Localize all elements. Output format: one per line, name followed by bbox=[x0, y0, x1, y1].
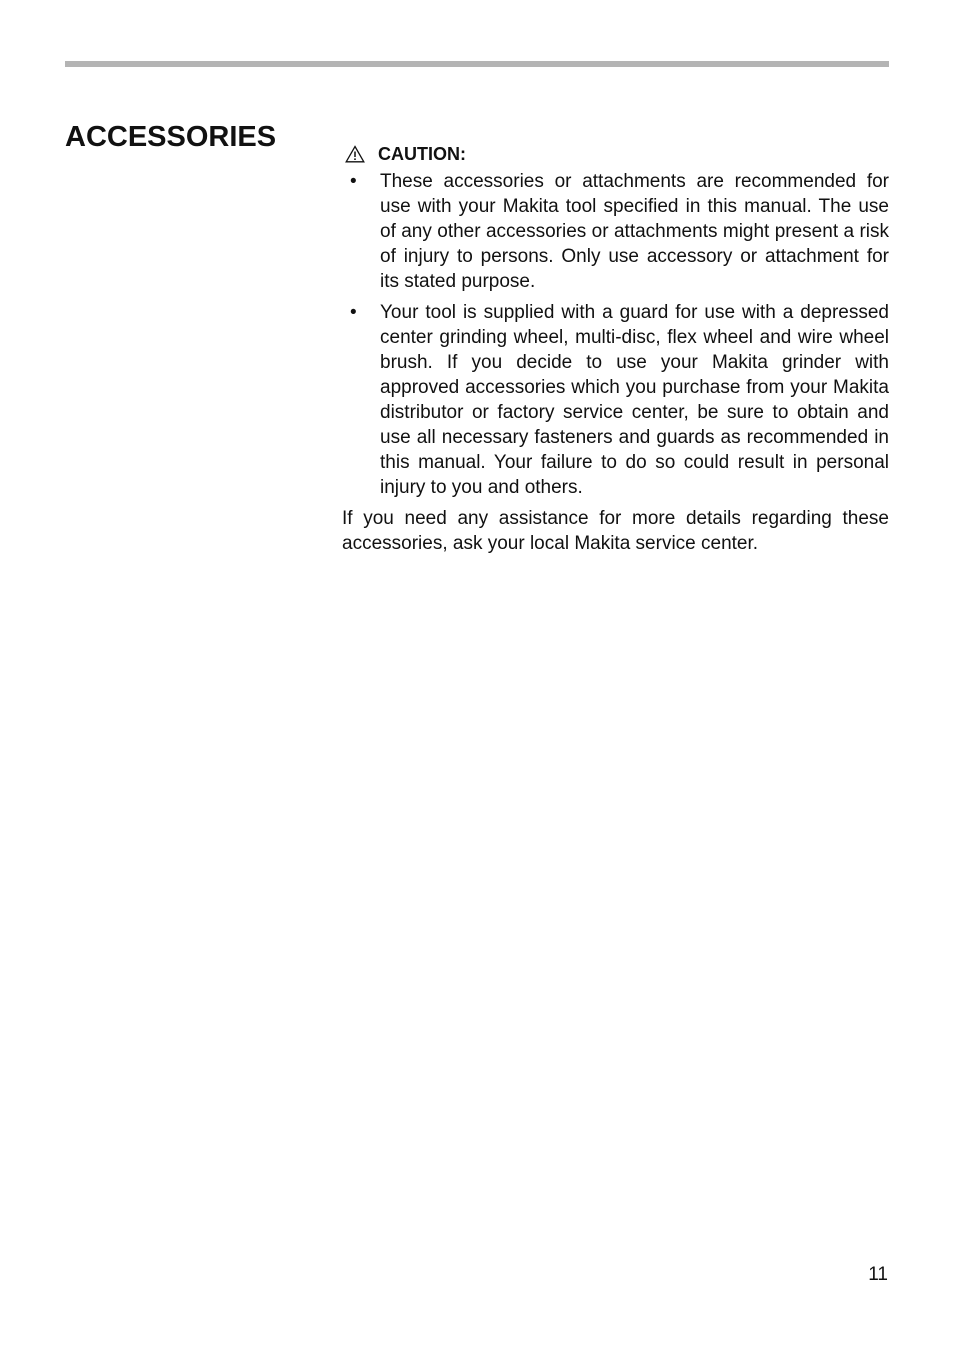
caution-label: CAUTION: bbox=[378, 143, 466, 164]
warning-triangle-icon bbox=[345, 145, 365, 163]
list-item-text: Your tool is supplied with a guard for use with a depressed center grinding wheel, multi-disc, flex wheel and wire wheel brush. If you decide to use your Makita grinder with approved accessories which you purchase from your Makita distributor or factory service center, be sure to obtain and use all necessary fasteners and guards as recommended in this manual. Your failure to do so could result in personal injury to you and others. bbox=[380, 302, 889, 498]
top-divider bbox=[65, 61, 889, 67]
section-title: ACCESSORIES bbox=[65, 121, 277, 153]
closing-paragraph: If you need any assistance for more details regarding these accessories, ask your local Makita service center. bbox=[342, 508, 889, 554]
bullet-marker: • bbox=[350, 171, 357, 192]
list-item bbox=[342, 169, 889, 294]
list-item bbox=[342, 300, 889, 500]
list-item-text: These accessories or attachments are recommended for use with your Makita tool specified in this manual. The use of any other accessories or attachments might present a risk of injury to persons. Only use accessory or attachment for its stated purpose. bbox=[380, 171, 889, 292]
caution-list bbox=[342, 169, 889, 500]
caution-heading bbox=[345, 140, 889, 168]
page-number: 11 bbox=[868, 1264, 888, 1285]
accessories-content bbox=[342, 140, 889, 556]
bullet-marker: • bbox=[350, 302, 357, 323]
